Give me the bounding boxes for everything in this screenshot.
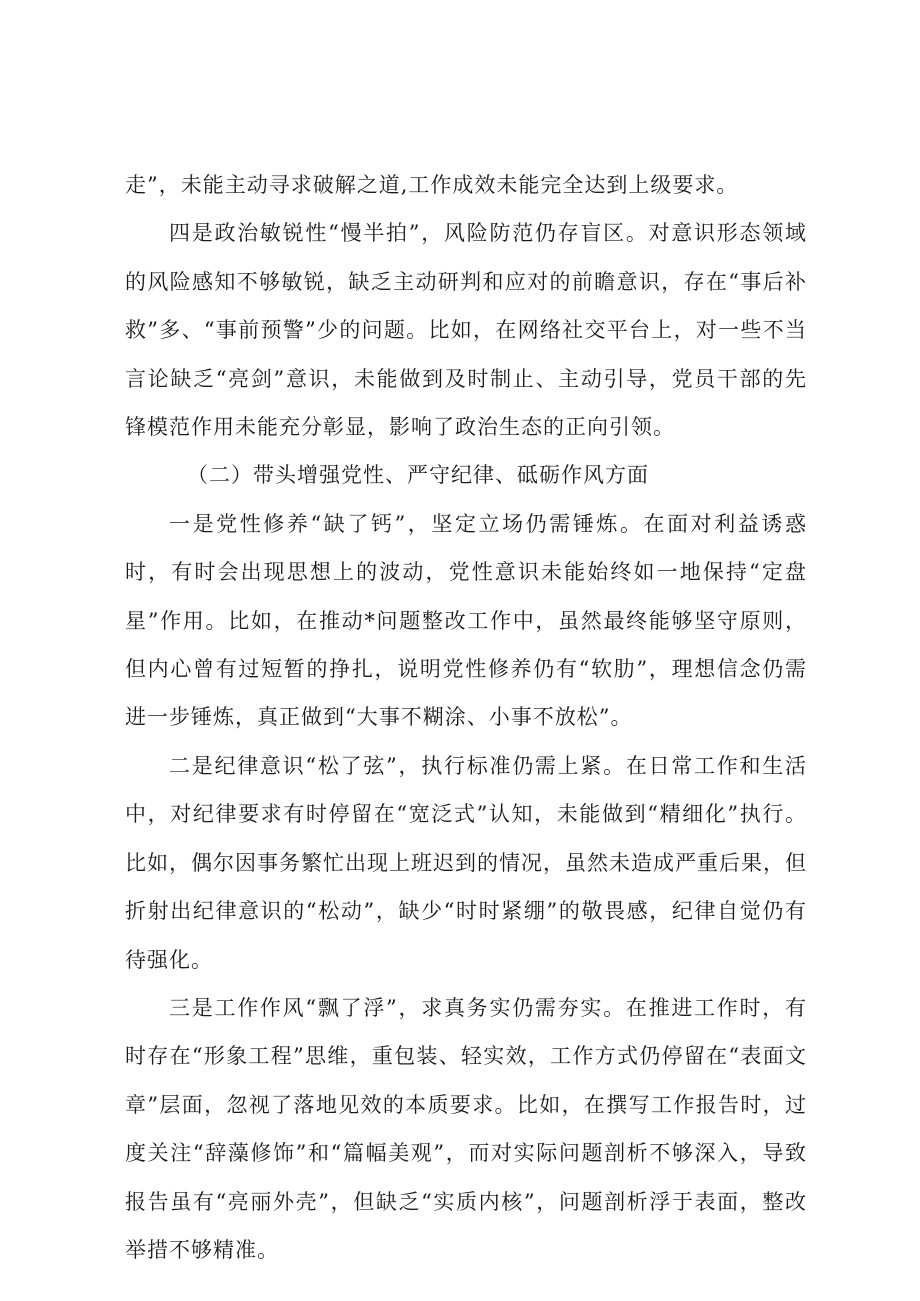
section-subheading: （二）带头增强党性、严守纪律、砥砺作风方面 xyxy=(187,463,649,488)
document-body xyxy=(125,161,807,1274)
paragraph-party-spirit: 一是党性修养“缺了钙”，坚定立场仍需锤炼。在面对利益诱惑时，有时会出现思想上的波动，党性意识未能始终如一地保持“定盘星”作用。比如，在推动*问题整改工作中，虽然最终能够坚守原则，但内心曾有过短暂的挣扎，说明党性修养仍有“软肋”，理想信念仍需进一步锤炼，真正做到“大事不糊涂、小事不放松”。 xyxy=(125,511,807,730)
paragraph-discipline: 二是纪律意识“松了弦”，执行标准仍需上紧。在日常工作和生活中，对纪律要求有时停留在“宽泛式”认知，未能做到“精细化”执行。比如，偶尔因事务繁忙出现上班迟到的情况，虽然未造成严重后果，但折射出纪律意识的“松动”，缺少“时时紧绷”的敬畏感，纪律自觉仍有待强化。 xyxy=(125,753,807,972)
paragraph-continuation: 走”，未能主动寻求破解之道,工作成效未能完全达到上级要求。 xyxy=(125,173,739,197)
paragraph-work-style: 三是工作作风“飘了浮”，求真务实仍需夯实。在推进工作时，有时存在“形象工程”思维，重包装、轻实效，工作方式仍停留在“表面文章”层面，忽视了落地见效的本质要求。比如，在撰写工作报告时，过度关注“辞藻修饰”和“篇幅美观”，而对实际问题剖析不够深入，导致报告虽有“亮丽外壳”，但缺乏“实质内核”，问题剖析浮于表面，整改举措不够精准。 xyxy=(125,995,807,1262)
paragraph-political-sensitivity: 四是政治敏锐性“慢半拍”，风险防范仍存盲区。对意识形态领域的风险感知不够敏锐，缺乏主动研判和应对的前瞻意识，存在“事后补救”多、“事前预警”少的问题。比如，在网络社交平台上，对一些不当言论缺乏“亮剑”意识，未能做到及时制止、主动引导，党员干部的先锋模范作用未能充分彰显，影响了政治生态的正向引领。 xyxy=(125,221,807,440)
